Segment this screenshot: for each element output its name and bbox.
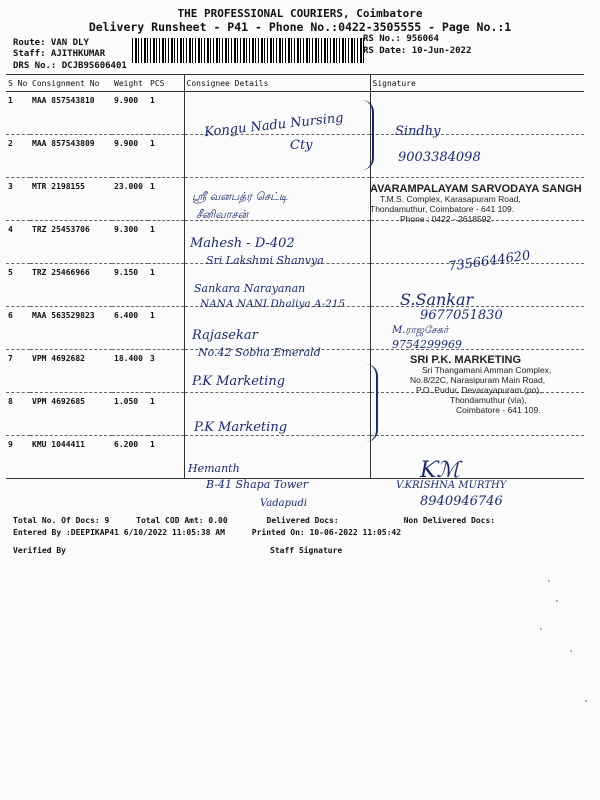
scan-speck bbox=[556, 600, 558, 602]
cell-consignment: TRZ 25466966 bbox=[32, 268, 90, 277]
handwriting-tamil: ஸ்ரீ வனபத்ர செட்டி bbox=[192, 190, 288, 203]
scan-speck bbox=[585, 700, 587, 702]
footer-totals bbox=[13, 516, 495, 525]
handwriting-phone: 8940946746 bbox=[420, 494, 503, 509]
rs-date: RS Date: 10-Jun-2022 bbox=[363, 46, 472, 56]
cell-weight: 9.300 bbox=[114, 225, 139, 234]
cell-weight: 6.400 bbox=[114, 311, 139, 320]
cell-consignment: VPM 4692685 bbox=[32, 397, 85, 406]
cell-pcs: 1 bbox=[150, 139, 155, 148]
handwriting-receiver: V.KRISHNA MURTHY bbox=[396, 480, 507, 491]
handwriting-consignee: Rajasekar bbox=[192, 328, 258, 343]
cell-consignment: VPM 4692682 bbox=[32, 354, 85, 363]
col-consignment: Consignment No bbox=[30, 75, 112, 92]
handwriting-tamil: M.ராஜசேகர் bbox=[392, 325, 449, 336]
cell-sno: 5 bbox=[8, 268, 13, 277]
cell-consignment: MTR 2198155 bbox=[32, 182, 85, 191]
handwriting-consignee: Sankara Narayanan bbox=[194, 282, 306, 295]
stamp-pk-marketing: SRI P.K. MARKETING Sri Thangamani Amman Complex, No.8/22C, Narasipuram Main Road, P.O. Pudur, Devarayapuram (po), Thondamuthur (via), Coimbatore - 641 109. bbox=[410, 354, 552, 415]
cell-sno: 3 bbox=[8, 182, 13, 191]
scan-speck bbox=[548, 580, 550, 582]
handwriting-tamil: சீனிவாசன் bbox=[196, 208, 249, 221]
brace-mark bbox=[366, 364, 378, 442]
barcode bbox=[132, 38, 364, 63]
handwriting-consignee: No.42 Sobha Emerald bbox=[198, 346, 321, 359]
cell-sno: 1 bbox=[8, 96, 13, 105]
cell-weight: 6.200 bbox=[114, 440, 139, 449]
cell-sno: 8 bbox=[8, 397, 13, 406]
handwriting-consignee: NANA NANI Dhaliya A-215 bbox=[200, 298, 346, 310]
scan-speck bbox=[570, 650, 572, 652]
cell-consignment: TRZ 25453706 bbox=[32, 225, 90, 234]
delivered-docs: Delivered Docs: bbox=[266, 516, 339, 525]
cell-pcs: 3 bbox=[150, 354, 155, 363]
drs-number: DRS No.: DCJB9S606401 bbox=[13, 61, 127, 71]
verified-by: Verified By bbox=[13, 546, 66, 555]
cell-consignment: KMU 1044411 bbox=[32, 440, 85, 449]
footer-entry bbox=[13, 528, 401, 537]
cell-sno: 7 bbox=[8, 354, 13, 363]
handwriting-signature: S.Sankar bbox=[400, 290, 474, 309]
cell-weight: 23.000 bbox=[114, 182, 143, 191]
cell-sno: 2 bbox=[8, 139, 13, 148]
handwriting-consignee: P.K Marketing bbox=[194, 420, 288, 435]
cell-pcs: 1 bbox=[150, 440, 155, 449]
handwriting-consignee: B-41 Shapa Tower bbox=[206, 478, 309, 491]
cell-pcs: 1 bbox=[150, 311, 155, 320]
handwriting-phone: 7356644620 bbox=[447, 248, 532, 275]
handwriting-signature: Sindhy bbox=[395, 124, 441, 139]
stamp-sarvodaya: AVARAMPALAYAM SARVODAYA SANGH T.M.S. Complex, Karasapuram Road, Thondamuthur, Coimbatore - 641 109. Phone : 0422 - 2618592 bbox=[370, 183, 582, 224]
cell-pcs: 1 bbox=[150, 397, 155, 406]
handwriting-consignee: P.K Marketing bbox=[192, 374, 286, 389]
route-label: Route: VAN DLY bbox=[13, 38, 89, 48]
brace-mark bbox=[362, 100, 374, 170]
handwriting-phone: 9003384098 bbox=[398, 150, 481, 165]
handwriting-consignee: Sri Lakshmi Shanvya bbox=[206, 254, 324, 267]
handwriting-consignee: Cty bbox=[290, 138, 313, 153]
col-signature: Signature bbox=[370, 75, 584, 92]
entered-by: Entered By :DEEPIKAP41 6/10/2022 11:05:38 AM bbox=[13, 528, 225, 537]
runsheet-subtitle: Delivery Runsheet - P41 - Phone No.:0422-3505555 - Page No.:1 bbox=[88, 20, 512, 34]
cell-sno: 9 bbox=[8, 440, 13, 449]
cell-consignment: MAA 563529823 bbox=[32, 311, 95, 320]
cell-pcs: 1 bbox=[150, 268, 155, 277]
staff-label: Staff: AJITHKUMAR bbox=[13, 49, 106, 59]
handwriting-consignee: Mahesh - D-402 bbox=[190, 236, 295, 251]
cell-sno: 6 bbox=[8, 311, 13, 320]
company-title: THE PROFESSIONAL COURIERS, Coimbatore bbox=[177, 7, 423, 20]
cell-pcs: 1 bbox=[150, 225, 155, 234]
cell-pcs: 1 bbox=[150, 182, 155, 191]
col-sno: S No bbox=[6, 75, 30, 92]
col-weight: Weight bbox=[112, 75, 148, 92]
cell-sno: 4 bbox=[8, 225, 13, 234]
cell-weight: 9.150 bbox=[114, 268, 139, 277]
handwriting-consignee: Vadapudi bbox=[260, 498, 308, 509]
handwriting-consignee: Kongu Nadu Nursing bbox=[203, 110, 345, 141]
cell-weight: 1.050 bbox=[114, 397, 139, 406]
col-pcs: PCS bbox=[148, 75, 184, 92]
printed-on: Printed On: 10-06-2022 11:05:42 bbox=[251, 528, 402, 537]
runsheet-table bbox=[6, 74, 584, 479]
total-cod: Total COD Amt: 0.00 bbox=[136, 516, 228, 525]
cell-weight: 9.900 bbox=[114, 139, 139, 148]
cell-weight: 18.400 bbox=[114, 354, 143, 363]
handwriting-phone: 9677051830 bbox=[420, 308, 503, 323]
handwriting-phone: 9754299969 bbox=[392, 338, 462, 351]
rs-number: RS No.: 956064 bbox=[363, 34, 439, 44]
total-docs: Total No. Of Docs: 9 bbox=[13, 516, 110, 525]
table-header-row bbox=[6, 75, 584, 92]
scan-speck bbox=[540, 628, 542, 630]
handwriting-consignee: Hemanth bbox=[188, 462, 240, 475]
non-delivered-docs: Non Delivered Docs: bbox=[403, 516, 496, 525]
cell-consignment: MAA 857543810 bbox=[32, 96, 95, 105]
cell-consignment: MAA 857543809 bbox=[32, 139, 95, 148]
staff-signature: Staff Signature bbox=[270, 546, 343, 555]
col-consignee: Consignee Details bbox=[184, 75, 370, 92]
cell-weight: 9.900 bbox=[114, 96, 139, 105]
cell-pcs: 1 bbox=[150, 96, 155, 105]
handwriting-signature: Ƙℳ bbox=[420, 458, 460, 483]
table-row bbox=[6, 436, 584, 479]
